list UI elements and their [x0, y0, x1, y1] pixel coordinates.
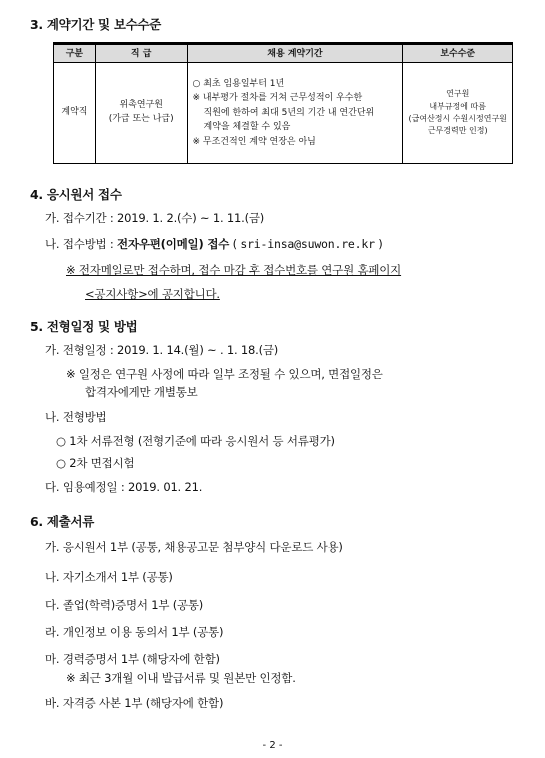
- receipt-method: [45, 236, 383, 252]
- pay-line: 내부규정에 따름: [429, 101, 487, 111]
- condition-line: 직원에 한하여 최대 5년의 기간 내 연간단위: [203, 107, 375, 118]
- paren-close: ): [374, 237, 383, 251]
- table-top-rule: [53, 42, 513, 45]
- cell-type: 계약직: [54, 63, 96, 164]
- document-item: 라. 개인정보 이용 동의서 1부 (공통): [45, 625, 224, 639]
- section-3-title: 3. 계약기간 및 보수수준: [30, 17, 161, 32]
- pay-line: 근무경력만 인정): [427, 126, 488, 136]
- document-item: 가. 응시원서 1부 (공통, 채용공고문 첨부양식 다운로드 사용): [45, 540, 343, 554]
- condition-line: 계약을 체결할 수 있음: [203, 122, 291, 133]
- pay-line: (급여산정시 수원시정연구원: [408, 114, 507, 123]
- condition-line: ○ 최초 임용일부터 1년: [192, 79, 285, 90]
- table-header: 보수수준: [403, 43, 513, 63]
- page-number: - 2 -: [262, 740, 283, 751]
- screening-step-1: ○ 1차 서류전형 (전형기준에 따라 응시원서 등 서류평가): [56, 434, 335, 448]
- document-note: ※ 최근 3개월 이내 발급서류 및 원본만 인정함.: [66, 671, 296, 685]
- grade-line: 위촉연구원: [119, 100, 163, 111]
- method-label: 나. 접수방법 :: [45, 237, 118, 251]
- method-value: 전자우편(이메일) 접수: [117, 237, 230, 251]
- cell-contract-period: [187, 63, 403, 164]
- table-row: [54, 63, 513, 164]
- table-header: 구분: [54, 43, 96, 63]
- appointment-date: 다. 임용예정일 : 2019. 01. 21.: [45, 480, 203, 494]
- condition-line: ※ 무조건적인 계약 연장은 아님: [192, 136, 316, 147]
- table-header: 채용 계약기간: [187, 43, 403, 63]
- screening-method: 나. 전형방법: [45, 410, 107, 424]
- screening-schedule: 가. 전형일정 : 2019. 1. 14.(월) ~ . 1. 18.(금): [45, 343, 279, 357]
- document-item: 나. 자기소개서 1부 (공통): [45, 570, 173, 584]
- receipt-note-line1: ※ 전자메일로만 접수하며, 접수 마감 후 접수번호를 연구원 홈페이지: [66, 263, 402, 277]
- table-header-row: [54, 43, 513, 63]
- receipt-note-line2: <공지사항>에 공지합니다.: [85, 287, 220, 301]
- pay-line: 연구원: [446, 89, 470, 99]
- screening-step-2: ○ 2차 면접시험: [56, 456, 135, 470]
- table-header: 직 급: [95, 43, 187, 63]
- paren-open: (: [229, 237, 241, 251]
- document-item: 바. 자격증 사본 1부 (해당자에 한함): [45, 696, 224, 710]
- section-4-title: 4. 응시원서 접수: [30, 187, 122, 202]
- schedule-note-line2: 합격자에게만 개별통보: [85, 385, 198, 399]
- cell-pay: [403, 63, 513, 164]
- section-5-title: 5. 전형일정 및 방법: [30, 319, 138, 334]
- document-item: 다. 졸업(학력)증명서 1부 (공통): [45, 598, 204, 612]
- email-link[interactable]: sri-insa@suwon.re.kr: [240, 237, 375, 251]
- condition-line: ※ 내부평가 절차를 거쳐 근무성적이 우수한: [192, 93, 363, 104]
- section-6-title: 6. 제출서류: [30, 514, 94, 529]
- grade-line: (가급 또는 나급): [108, 114, 174, 124]
- schedule-note-line1: ※ 일정은 연구원 사정에 따라 일부 조정될 수 있으며, 면접일정은: [66, 367, 383, 381]
- cell-grade: [95, 63, 187, 164]
- receipt-period: 가. 접수기간 : 2019. 1. 2.(수) ~ 1. 11.(금): [45, 211, 265, 225]
- contract-table: [53, 42, 513, 164]
- document-item: 마. 경력증명서 1부 (해당자에 한함): [45, 652, 220, 666]
